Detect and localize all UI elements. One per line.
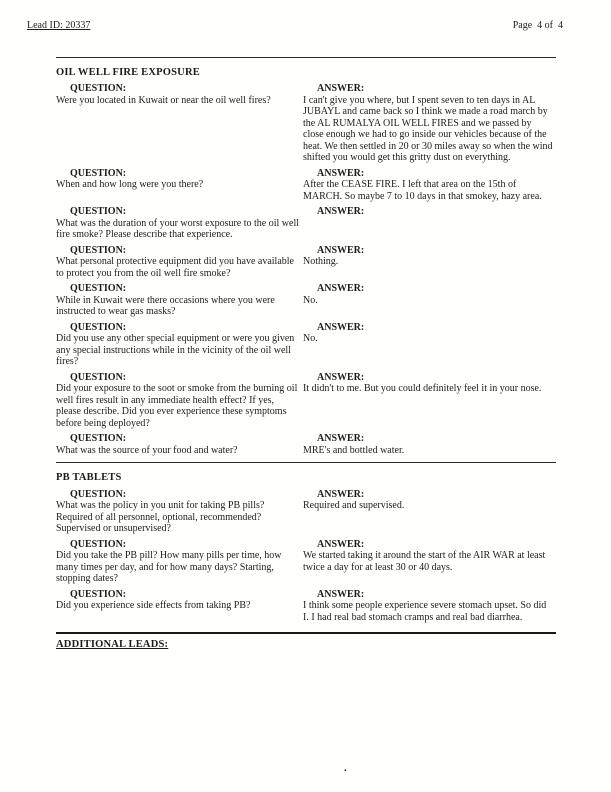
question-label: QUESTION: — [70, 83, 127, 94]
question-label: QUESTION: — [70, 371, 127, 383]
answer-label: ANSWER: — [317, 283, 365, 294]
question-column — [56, 283, 303, 318]
qa-row — [56, 372, 556, 430]
question-column — [56, 206, 303, 241]
question-label: QUESTION: — [70, 488, 127, 500]
scan-artifact-dot: . — [344, 762, 347, 774]
question-text: While in Kuwait were there occasions where you were instructed to wear gas masks? — [56, 294, 275, 317]
answer-label: ANSWER: — [317, 244, 365, 256]
answer-text: No. — [303, 333, 318, 344]
answer-label: ANSWER: — [317, 588, 365, 600]
question-label: QUESTION: — [70, 588, 127, 600]
section-title-pb-tablets: PB TABLETS — [56, 472, 122, 483]
qa-row — [56, 489, 556, 535]
question-text: What was the policy in you unit for taking PB pills? Required of all personnel, optional, recommended? Supervised or unsupervised? — [56, 500, 265, 534]
question-label: QUESTION: — [70, 206, 127, 217]
answer-label: ANSWER: — [317, 321, 365, 333]
question-column — [56, 83, 303, 164]
answer-label: ANSWER: — [317, 167, 365, 179]
question-column — [56, 322, 303, 368]
answer-column — [303, 283, 556, 318]
answer-text: I think some people experience severe stomach upset. So did I. I had real bad stomach cramps and real bad diarrhea. — [303, 600, 547, 623]
question-column — [56, 539, 303, 585]
page-header — [0, 0, 611, 32]
answer-column — [303, 372, 556, 430]
question-text: Did you experience side effects from taking PB? — [56, 600, 251, 611]
answer-label: ANSWER: — [317, 538, 365, 550]
qa-row — [56, 589, 556, 624]
page-number: Page 4 of 4 — [512, 20, 563, 31]
answer-label: ANSWER: — [317, 83, 365, 94]
question-text: Did your exposure to the soot or smoke from the burning oil well fires result in any immediate health effect? If yes, please describe. Did you ever experience these symptoms before being deployed? — [56, 383, 298, 429]
answer-text: After the CEASE FIRE. I left that area on the 15th of MARCH. So maybe 7 to 10 days in that smokey, hazy area. — [303, 179, 542, 202]
qa-row — [56, 433, 556, 456]
qa-row — [56, 539, 556, 585]
question-column — [56, 433, 303, 456]
qa-row — [56, 245, 556, 280]
question-column — [56, 489, 303, 535]
answer-column — [303, 245, 556, 280]
question-label: QUESTION: — [70, 167, 127, 179]
question-text: What was the duration of your worst exposure to the oil well fire smoke? Please describe that experience. — [56, 217, 299, 240]
additional-leads-rule — [56, 632, 556, 634]
answer-text: We started taking it around the start of the AIR WAR at least twice a day for at least 30 or 40 days. — [303, 550, 546, 573]
question-label: QUESTION: — [70, 244, 127, 256]
qa-row — [56, 168, 556, 203]
answer-text: Nothing. — [303, 256, 339, 267]
answer-text: Required and supervised. — [303, 500, 405, 511]
answer-label: ANSWER: — [317, 371, 365, 383]
answer-label: ANSWER: — [317, 433, 365, 444]
answer-column — [303, 322, 556, 368]
question-text: Did you take the PB pill? How many pills per time, how many times per day, and for how many days? Starting, stopping dates? — [56, 550, 282, 584]
section-divider-rule — [56, 462, 556, 463]
qa-row — [56, 206, 556, 241]
question-column — [56, 589, 303, 624]
question-text: What personal protective equipment did you have available to protect you from the oil well fire smoke? — [56, 256, 294, 279]
question-text: Were you located in Kuwait or near the oil well fires? — [56, 94, 271, 106]
answer-text: MRE's and bottled water. — [303, 444, 405, 456]
answer-label: ANSWER: — [317, 206, 365, 217]
answer-column — [303, 168, 556, 203]
question-text: Did you use any other special equipment or were you given any special instructions while in the vicinity of the oil well fires? — [56, 333, 295, 367]
question-text: When and how long were you there? — [56, 179, 204, 190]
answer-text: It didn't to me. But you could definitely feel it in your nose. — [303, 383, 542, 394]
document-content — [0, 67, 611, 651]
qa-row — [56, 83, 556, 164]
question-column — [56, 372, 303, 430]
section-title-oil-well-fire-exposure: OIL WELL FIRE EXPOSURE — [56, 66, 200, 78]
qa-row — [56, 283, 556, 318]
answer-text: I can't give you where, but I spent seven to ten days in AL JUBAYL and came back so I think we made a road march by the AL RUMALYA OIL WELL FIRES and we passed by close enough we had to go inside our vehicles because of the heat. We then settled in 20 or 30 miles away so when the wind shifted you would get this gritty dust on everything. — [303, 94, 553, 163]
answer-column — [303, 433, 556, 456]
question-label: QUESTION: — [70, 283, 127, 294]
answer-column — [303, 539, 556, 585]
question-label: QUESTION: — [70, 321, 127, 333]
header-rule — [56, 57, 556, 58]
question-label: QUESTION: — [70, 433, 127, 444]
answer-column — [303, 83, 556, 164]
answer-text: No. — [303, 294, 318, 306]
question-column — [56, 245, 303, 280]
question-text: What was the source of your food and water? — [56, 444, 238, 456]
answer-label: ANSWER: — [317, 488, 365, 500]
answer-column — [303, 206, 556, 241]
question-column — [56, 168, 303, 203]
answer-column — [303, 489, 556, 535]
question-label: QUESTION: — [70, 538, 127, 550]
qa-row — [56, 322, 556, 368]
section-title-additional-leads: ADDITIONAL LEADS: — [56, 639, 169, 650]
answer-column — [303, 589, 556, 624]
lead-id: Lead ID: 20337 — [27, 20, 91, 31]
